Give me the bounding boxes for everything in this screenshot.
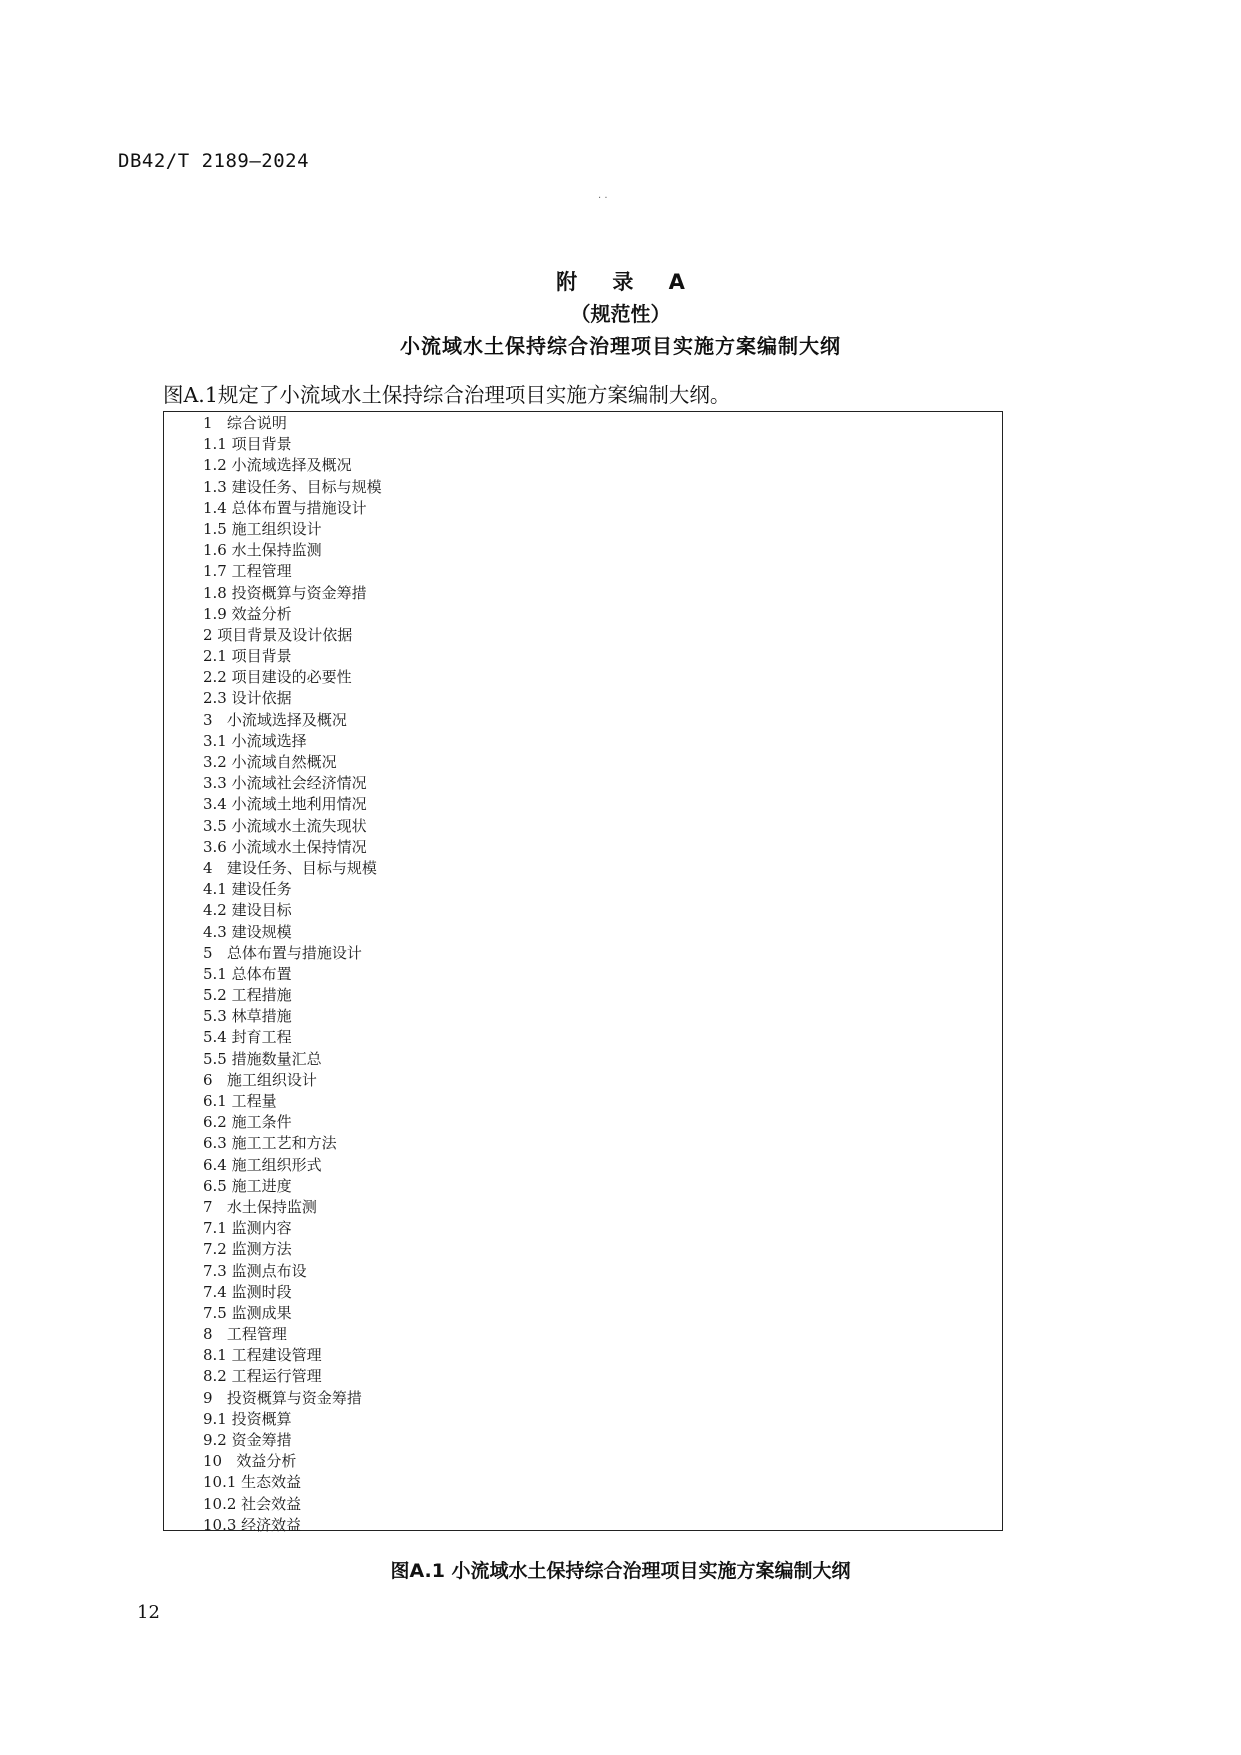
outline-item: 6.3 施工工艺和方法 — [203, 1134, 337, 1153]
outline-item: 3 小流域选择及概况 — [203, 710, 347, 729]
outline-item: 10.3 经济效益 — [203, 1515, 302, 1534]
outline-item: 7.1 监测内容 — [203, 1219, 292, 1238]
outline-item: 2 项目背景及设计依据 — [203, 625, 353, 644]
appendix-label: 附 录 A — [556, 270, 699, 294]
outline-item: 9.2 资金筹措 — [203, 1431, 292, 1449]
outline-item: 5.3 林草措施 — [203, 1007, 292, 1026]
outline-item: 3.6 小流域水土保持情况 — [203, 837, 367, 856]
outline-item: 9 投资概算与资金筹措 — [203, 1388, 362, 1407]
outline-item: 1.8 投资概算与资金筹措 — [203, 583, 367, 602]
outline-item: 10.1 生态效益 — [203, 1473, 302, 1492]
outline-item: 6.1 工程量 — [203, 1092, 277, 1110]
page-number: 12 — [137, 1602, 160, 1623]
outline-item: 8.1 工程建设管理 — [203, 1346, 322, 1365]
figure-caption: 图A.1 小流域水土保持综合治理项目实施方案编制大纲 — [390, 1560, 851, 1582]
scan-dots: · · — [598, 193, 608, 204]
outline-figure-box — [163, 411, 1003, 1534]
outline-item: 6.5 施工进度 — [203, 1176, 292, 1195]
outline-item: 3.1 小流域选择 — [203, 731, 307, 750]
outline-item: 8.2 工程运行管理 — [203, 1367, 322, 1386]
outline-item: 5.1 总体布置 — [203, 964, 292, 983]
outline-item: 1.9 效益分析 — [203, 604, 292, 623]
outline-item: 9.1 投资概算 — [203, 1409, 292, 1428]
outline-item: 7.3 监测点布设 — [203, 1261, 307, 1280]
outline-list — [203, 413, 382, 1536]
outline-item: 1.7 工程管理 — [203, 562, 292, 581]
outline-item: 3.4 小流域土地利用情况 — [203, 795, 367, 814]
outline-item: 7.4 监测时段 — [203, 1282, 292, 1301]
outline-item: 2.1 项目背景 — [203, 647, 292, 666]
outline-item: 1.4 总体布置与措施设计 — [203, 498, 367, 517]
outline-item: 6 施工组织设计 — [203, 1070, 317, 1089]
outline-item: 3.3 小流域社会经济情况 — [203, 774, 367, 793]
outline-item: 4.3 建设规模 — [203, 922, 292, 941]
outline-item: 7.5 监测成果 — [203, 1303, 292, 1322]
outline-item: 5.5 措施数量汇总 — [203, 1049, 322, 1068]
outline-item: 1.2 小流域选择及概况 — [203, 456, 352, 475]
intro-paragraph: 图A.1规定了小流域水土保持综合治理项目实施方案编制大纲。 — [163, 383, 731, 407]
outline-item: 7 水土保持监测 — [203, 1197, 317, 1216]
appendix-title: 小流域水土保持综合治理项目实施方案编制大纲 — [400, 334, 841, 358]
outline-item: 2.2 项目建设的必要性 — [203, 668, 352, 687]
outline-item: 1.6 水土保持监测 — [203, 541, 322, 560]
outline-item: 2.3 设计依据 — [203, 689, 292, 708]
outline-item: 10.2 社会效益 — [203, 1494, 302, 1513]
outline-item: 5 总体布置与措施设计 — [203, 943, 362, 962]
outline-item: 7.2 监测方法 — [203, 1240, 292, 1259]
appendix-nature: （规范性） — [570, 302, 671, 326]
outline-item: 4.2 建设目标 — [203, 901, 292, 920]
outline-item: 5.2 工程措施 — [203, 986, 292, 1005]
outline-item: 1 综合说明 — [203, 414, 287, 432]
outline-item: 8 工程管理 — [203, 1325, 287, 1344]
outline-item: 1.3 建设任务、目标与规模 — [203, 477, 382, 496]
outline-item: 1.5 施工组织设计 — [203, 519, 322, 538]
outline-item: 10 效益分析 — [203, 1452, 297, 1471]
outline-item: 6.4 施工组织形式 — [203, 1155, 322, 1174]
outline-item: 3.2 小流域自然概况 — [203, 753, 337, 771]
outline-item: 4 建设任务、目标与规模 — [203, 858, 377, 877]
outline-item: 5.4 封育工程 — [203, 1028, 292, 1047]
outline-item: 3.5 小流域水土流失现状 — [203, 816, 367, 835]
outline-item: 1.1 项目背景 — [203, 435, 292, 454]
standard-code: DB42/T 2189—2024 — [118, 150, 310, 172]
outline-item: 4.1 建设任务 — [203, 880, 292, 899]
outline-item: 6.2 施工条件 — [203, 1113, 292, 1132]
